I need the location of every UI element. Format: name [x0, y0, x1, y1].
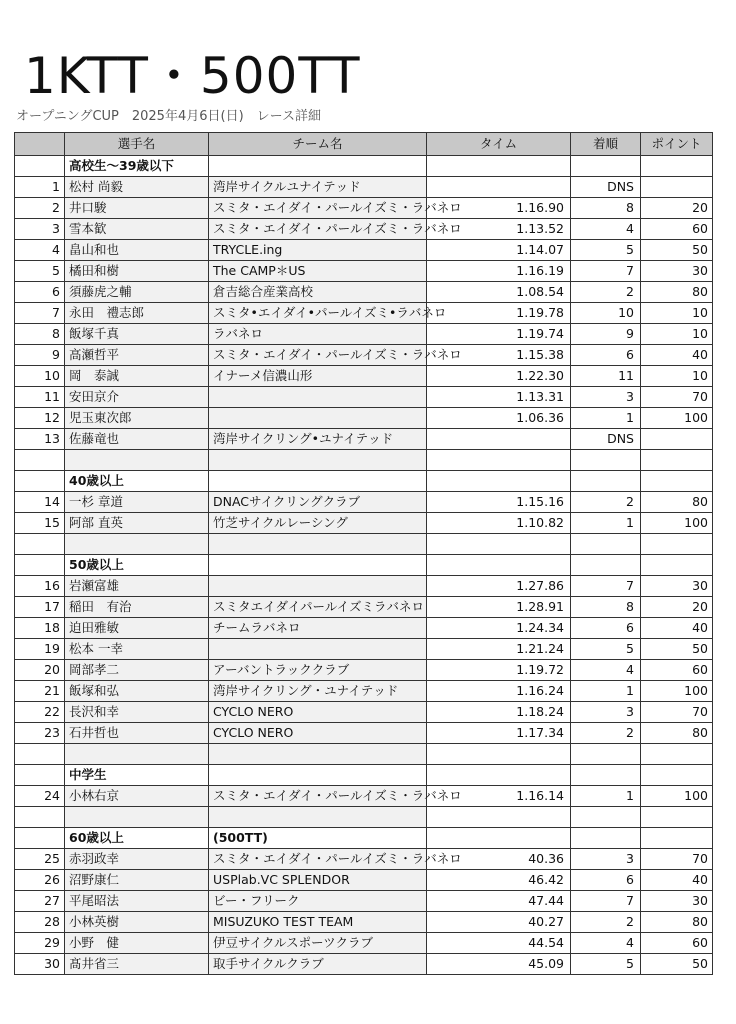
header-time: タイム — [427, 133, 571, 156]
table-row — [15, 912, 713, 933]
table-row — [15, 324, 713, 345]
rider-name-cell — [65, 807, 209, 828]
team-name-cell — [209, 408, 427, 429]
rider-name-cell: 髙井省三 — [65, 954, 209, 975]
table-row — [15, 408, 713, 429]
rider-name-cell: 須藤虎之輔 — [65, 282, 209, 303]
points-cell: 10 — [641, 324, 713, 345]
spacer-row — [15, 744, 713, 765]
row-number-cell: 10 — [15, 366, 65, 387]
points-cell: 100 — [641, 786, 713, 807]
table-header-row — [15, 133, 713, 156]
category-title: 50歳以上 — [65, 555, 209, 576]
time-cell — [427, 429, 571, 450]
row-number-cell: 21 — [15, 681, 65, 702]
category-title: 中学生 — [65, 765, 209, 786]
time-cell: 1.14.07 — [427, 240, 571, 261]
row-number-cell: 30 — [15, 954, 65, 975]
points-cell: 70 — [641, 849, 713, 870]
rank-cell: 7 — [571, 576, 641, 597]
rank-cell — [571, 828, 641, 849]
rank-cell: 4 — [571, 933, 641, 954]
results-table — [14, 132, 713, 975]
time-cell: 1.24.34 — [427, 618, 571, 639]
time-cell — [427, 177, 571, 198]
row-number-cell — [15, 807, 65, 828]
team-name-cell: 竹芝サイクルレーシング — [209, 513, 427, 534]
rider-name-cell: 迫田雅敏 — [65, 618, 209, 639]
points-cell: 80 — [641, 912, 713, 933]
rider-name-cell: 飯塚千真 — [65, 324, 209, 345]
time-cell: 1.27.86 — [427, 576, 571, 597]
header-rider-name: 選手名 — [65, 133, 209, 156]
category-subtitle — [209, 471, 427, 492]
team-name-cell: スミタ・エイダイ・パールイズミ・ラバネロ — [209, 198, 427, 219]
category-subtitle — [209, 765, 427, 786]
points-cell: 40 — [641, 345, 713, 366]
row-number-cell: 3 — [15, 219, 65, 240]
rank-cell: 2 — [571, 723, 641, 744]
row-number-cell — [15, 156, 65, 177]
time-cell: 1.16.14 — [427, 786, 571, 807]
team-name-cell: スミタ・エイダイ・パールイズミ・ラバネロ — [209, 849, 427, 870]
time-cell — [427, 555, 571, 576]
row-number-cell: 14 — [15, 492, 65, 513]
row-number-cell: 17 — [15, 597, 65, 618]
rider-name-cell: 松本 一幸 — [65, 639, 209, 660]
team-name-cell — [209, 387, 427, 408]
rank-cell: 7 — [571, 891, 641, 912]
points-cell — [641, 156, 713, 177]
category-subtitle — [209, 555, 427, 576]
row-number-cell: 5 — [15, 261, 65, 282]
points-cell — [641, 807, 713, 828]
row-number-cell: 26 — [15, 870, 65, 891]
rank-cell: 2 — [571, 912, 641, 933]
row-number-cell: 28 — [15, 912, 65, 933]
rider-name-cell: 岩瀬富雄 — [65, 576, 209, 597]
row-number-cell — [15, 471, 65, 492]
table-row — [15, 576, 713, 597]
team-name-cell: 湾岸サイクリング・ユナイテッド — [209, 681, 427, 702]
category-title: 高校生～39歳以下 — [65, 156, 209, 177]
points-cell: 30 — [641, 576, 713, 597]
table-row — [15, 723, 713, 744]
time-cell: 40.36 — [427, 849, 571, 870]
points-cell: 20 — [641, 198, 713, 219]
rank-cell: 6 — [571, 618, 641, 639]
rank-cell: 3 — [571, 702, 641, 723]
table-row — [15, 933, 713, 954]
rider-name-cell: 石井哲也 — [65, 723, 209, 744]
team-name-cell: 倉吉総合産業高校 — [209, 282, 427, 303]
row-number-cell: 11 — [15, 387, 65, 408]
rank-cell: 8 — [571, 597, 641, 618]
table-row — [15, 681, 713, 702]
time-cell: 1.15.38 — [427, 345, 571, 366]
time-cell: 1.16.90 — [427, 198, 571, 219]
points-cell: 40 — [641, 618, 713, 639]
rider-name-cell — [65, 744, 209, 765]
team-name-cell: MISUZUKO TEST TEAM — [209, 912, 427, 933]
time-cell — [427, 534, 571, 555]
points-cell: 80 — [641, 723, 713, 744]
rider-name-cell: 雪本歓 — [65, 219, 209, 240]
team-name-cell — [209, 807, 427, 828]
rider-name-cell: 佐藤竜也 — [65, 429, 209, 450]
rider-name-cell: 松村 尚毅 — [65, 177, 209, 198]
rider-name-cell: 畠山和也 — [65, 240, 209, 261]
rank-cell: 5 — [571, 240, 641, 261]
time-cell: 1.22.30 — [427, 366, 571, 387]
time-cell: 1.06.36 — [427, 408, 571, 429]
header-rank: 着順 — [571, 133, 641, 156]
team-name-cell: TRYCLE.ing — [209, 240, 427, 261]
row-number-cell — [15, 828, 65, 849]
points-cell — [641, 177, 713, 198]
points-cell — [641, 744, 713, 765]
row-number-cell: 24 — [15, 786, 65, 807]
team-name-cell: スミタ•エイダイ•パールイズミ•ラバネロ — [209, 303, 427, 324]
team-name-cell: ビー・フリーク — [209, 891, 427, 912]
row-number-cell: 25 — [15, 849, 65, 870]
rank-cell: 4 — [571, 660, 641, 681]
time-cell — [427, 744, 571, 765]
rank-cell: 1 — [571, 513, 641, 534]
table-row — [15, 198, 713, 219]
header-points: ポイント — [641, 133, 713, 156]
rider-name-cell: 稲田 有治 — [65, 597, 209, 618]
rank-cell: 8 — [571, 198, 641, 219]
rank-cell: 10 — [571, 303, 641, 324]
time-cell — [427, 471, 571, 492]
table-row — [15, 261, 713, 282]
rider-name-cell: 児玉東次郎 — [65, 408, 209, 429]
table-row — [15, 786, 713, 807]
time-cell — [427, 765, 571, 786]
rider-name-cell: 平尾昭法 — [65, 891, 209, 912]
points-cell — [641, 471, 713, 492]
team-name-cell: The CAMP＊US — [209, 261, 427, 282]
table-row — [15, 954, 713, 975]
team-name-cell: スミタ・エイダイ・パールイズミ・ラバネロ — [209, 219, 427, 240]
row-number-cell: 13 — [15, 429, 65, 450]
time-cell: 1.10.82 — [427, 513, 571, 534]
rank-cell: 1 — [571, 408, 641, 429]
row-number-cell: 29 — [15, 933, 65, 954]
time-cell: 1.18.24 — [427, 702, 571, 723]
row-number-cell — [15, 450, 65, 471]
points-cell: 50 — [641, 240, 713, 261]
time-cell: 1.08.54 — [427, 282, 571, 303]
rank-cell — [571, 450, 641, 471]
points-cell — [641, 555, 713, 576]
team-name-cell: アーバントラッククラブ — [209, 660, 427, 681]
row-number-cell — [15, 765, 65, 786]
team-name-cell — [209, 576, 427, 597]
table-row — [15, 429, 713, 450]
points-cell: 70 — [641, 702, 713, 723]
category-header-row — [15, 765, 713, 786]
rider-name-cell: 井口駿 — [65, 198, 209, 219]
rider-name-cell: 橘田和樹 — [65, 261, 209, 282]
team-name-cell — [209, 744, 427, 765]
rank-cell: 2 — [571, 282, 641, 303]
rank-cell: 5 — [571, 639, 641, 660]
rider-name-cell — [65, 450, 209, 471]
time-cell: 46.42 — [427, 870, 571, 891]
team-name-cell: スミタエイダイパールイズミラバネロ — [209, 597, 427, 618]
category-header-row — [15, 156, 713, 177]
category-subtitle — [209, 156, 427, 177]
team-name-cell: CYCLO NERO — [209, 702, 427, 723]
table-row — [15, 345, 713, 366]
spacer-row — [15, 450, 713, 471]
table-row — [15, 219, 713, 240]
table-row — [15, 597, 713, 618]
rider-name-cell: 阿部 直英 — [65, 513, 209, 534]
rank-cell — [571, 555, 641, 576]
results-body — [15, 156, 713, 975]
table-row — [15, 177, 713, 198]
rank-cell: 2 — [571, 492, 641, 513]
table-row — [15, 513, 713, 534]
points-cell: 50 — [641, 639, 713, 660]
rank-cell — [571, 156, 641, 177]
team-name-cell: 取手サイクルクラブ — [209, 954, 427, 975]
row-number-cell: 19 — [15, 639, 65, 660]
rank-cell: 3 — [571, 387, 641, 408]
table-row — [15, 891, 713, 912]
rank-cell — [571, 765, 641, 786]
rider-name-cell: 沼野康仁 — [65, 870, 209, 891]
rider-name-cell: 小林英樹 — [65, 912, 209, 933]
row-number-cell: 4 — [15, 240, 65, 261]
points-cell: 10 — [641, 303, 713, 324]
rider-name-cell: 岡 泰誠 — [65, 366, 209, 387]
row-number-cell: 9 — [15, 345, 65, 366]
rank-cell: 5 — [571, 954, 641, 975]
table-row — [15, 366, 713, 387]
time-cell: 1.13.31 — [427, 387, 571, 408]
rank-cell: DNS — [571, 177, 641, 198]
time-cell — [427, 828, 571, 849]
team-name-cell: スミタ・エイダイ・パールイズミ・ラバネロ — [209, 786, 427, 807]
team-name-cell: DNACサイクリングクラブ — [209, 492, 427, 513]
rank-cell — [571, 807, 641, 828]
rider-name-cell: 小林右京 — [65, 786, 209, 807]
row-number-cell: 15 — [15, 513, 65, 534]
rank-cell: 3 — [571, 849, 641, 870]
time-cell: 1.19.74 — [427, 324, 571, 345]
points-cell: 100 — [641, 681, 713, 702]
table-row — [15, 702, 713, 723]
points-cell: 30 — [641, 261, 713, 282]
table-row — [15, 282, 713, 303]
row-number-cell — [15, 534, 65, 555]
time-cell: 1.16.24 — [427, 681, 571, 702]
rider-name-cell — [65, 534, 209, 555]
points-cell: 60 — [641, 660, 713, 681]
points-cell: 80 — [641, 282, 713, 303]
page-title: 1KTT・500TT — [24, 47, 361, 105]
points-cell: 30 — [641, 891, 713, 912]
team-name-cell: イナーメ信濃山形 — [209, 366, 427, 387]
points-cell: 70 — [641, 387, 713, 408]
points-cell — [641, 429, 713, 450]
category-title: 60歳以上 — [65, 828, 209, 849]
spacer-row — [15, 534, 713, 555]
category-header-row — [15, 555, 713, 576]
row-number-cell: 8 — [15, 324, 65, 345]
rank-cell: 1 — [571, 681, 641, 702]
row-number-cell: 18 — [15, 618, 65, 639]
team-name-cell: 湾岸サイクルユナイテッド — [209, 177, 427, 198]
team-name-cell: USPlab.VC SPLENDOR — [209, 870, 427, 891]
row-number-cell: 23 — [15, 723, 65, 744]
row-number-cell: 12 — [15, 408, 65, 429]
rank-cell: 6 — [571, 345, 641, 366]
points-cell — [641, 828, 713, 849]
rider-name-cell: 赤羽政幸 — [65, 849, 209, 870]
rank-cell: 1 — [571, 786, 641, 807]
category-header-row — [15, 828, 713, 849]
table-row — [15, 240, 713, 261]
time-cell: 45.09 — [427, 954, 571, 975]
rank-cell — [571, 534, 641, 555]
time-cell: 47.44 — [427, 891, 571, 912]
time-cell: 1.15.16 — [427, 492, 571, 513]
rider-name-cell: 長沢和幸 — [65, 702, 209, 723]
row-number-cell: 16 — [15, 576, 65, 597]
time-cell: 40.27 — [427, 912, 571, 933]
points-cell: 60 — [641, 219, 713, 240]
team-name-cell: スミタ・エイダイ・パールイズミ・ラバネロ — [209, 345, 427, 366]
table-row — [15, 639, 713, 660]
rider-name-cell: 岡部孝二 — [65, 660, 209, 681]
points-cell: 100 — [641, 513, 713, 534]
rider-name-cell: 一杉 章道 — [65, 492, 209, 513]
points-cell — [641, 765, 713, 786]
header-team-name: チーム名 — [209, 133, 427, 156]
time-cell: 1.21.24 — [427, 639, 571, 660]
table-row — [15, 870, 713, 891]
team-name-cell: チームラバネロ — [209, 618, 427, 639]
table-row — [15, 660, 713, 681]
row-number-cell — [15, 555, 65, 576]
team-name-cell — [209, 450, 427, 471]
points-cell: 50 — [641, 954, 713, 975]
category-header-row — [15, 471, 713, 492]
rank-cell: 9 — [571, 324, 641, 345]
row-number-cell: 1 — [15, 177, 65, 198]
spacer-row — [15, 807, 713, 828]
row-number-cell: 27 — [15, 891, 65, 912]
points-cell: 80 — [641, 492, 713, 513]
time-cell: 44.54 — [427, 933, 571, 954]
points-cell: 60 — [641, 933, 713, 954]
table-row — [15, 849, 713, 870]
rank-cell: 4 — [571, 219, 641, 240]
table-row — [15, 303, 713, 324]
time-cell: 1.28.91 — [427, 597, 571, 618]
points-cell — [641, 534, 713, 555]
time-cell: 1.16.19 — [427, 261, 571, 282]
row-number-cell: 22 — [15, 702, 65, 723]
rider-name-cell: 高瀬哲平 — [65, 345, 209, 366]
time-cell: 1.19.78 — [427, 303, 571, 324]
team-name-cell — [209, 534, 427, 555]
row-number-cell: 2 — [15, 198, 65, 219]
team-name-cell: 伊豆サイクルスポーツクラブ — [209, 933, 427, 954]
rank-cell: 7 — [571, 261, 641, 282]
points-cell: 40 — [641, 870, 713, 891]
row-number-cell: 6 — [15, 282, 65, 303]
rider-name-cell: 永田 禮志郎 — [65, 303, 209, 324]
time-cell — [427, 807, 571, 828]
points-cell: 100 — [641, 408, 713, 429]
time-cell — [427, 156, 571, 177]
rank-cell: 11 — [571, 366, 641, 387]
rank-cell: DNS — [571, 429, 641, 450]
points-cell — [641, 450, 713, 471]
time-cell — [427, 450, 571, 471]
rider-name-cell: 安田京介 — [65, 387, 209, 408]
team-name-cell: 湾岸サイクリング•ユナイテッド — [209, 429, 427, 450]
rider-name-cell: 飯塚和弘 — [65, 681, 209, 702]
page-subtitle: オープニングCUP 2025年4月6日(日) レース詳細 — [16, 109, 321, 124]
table-row — [15, 618, 713, 639]
time-cell: 1.17.34 — [427, 723, 571, 744]
time-cell: 1.13.52 — [427, 219, 571, 240]
rank-cell — [571, 471, 641, 492]
rider-name-cell: 小野 健 — [65, 933, 209, 954]
points-cell: 20 — [641, 597, 713, 618]
table-row — [15, 492, 713, 513]
time-cell: 1.19.72 — [427, 660, 571, 681]
rank-cell: 6 — [571, 870, 641, 891]
row-number-cell: 20 — [15, 660, 65, 681]
rank-cell — [571, 744, 641, 765]
team-name-cell — [209, 639, 427, 660]
table-row — [15, 387, 713, 408]
points-cell: 10 — [641, 366, 713, 387]
team-name-cell: ラバネロ — [209, 324, 427, 345]
row-number-cell: 7 — [15, 303, 65, 324]
category-title: 40歳以上 — [65, 471, 209, 492]
category-subtitle: (500TT) — [209, 828, 427, 849]
team-name-cell: CYCLO NERO — [209, 723, 427, 744]
header-number — [15, 133, 65, 156]
row-number-cell — [15, 744, 65, 765]
